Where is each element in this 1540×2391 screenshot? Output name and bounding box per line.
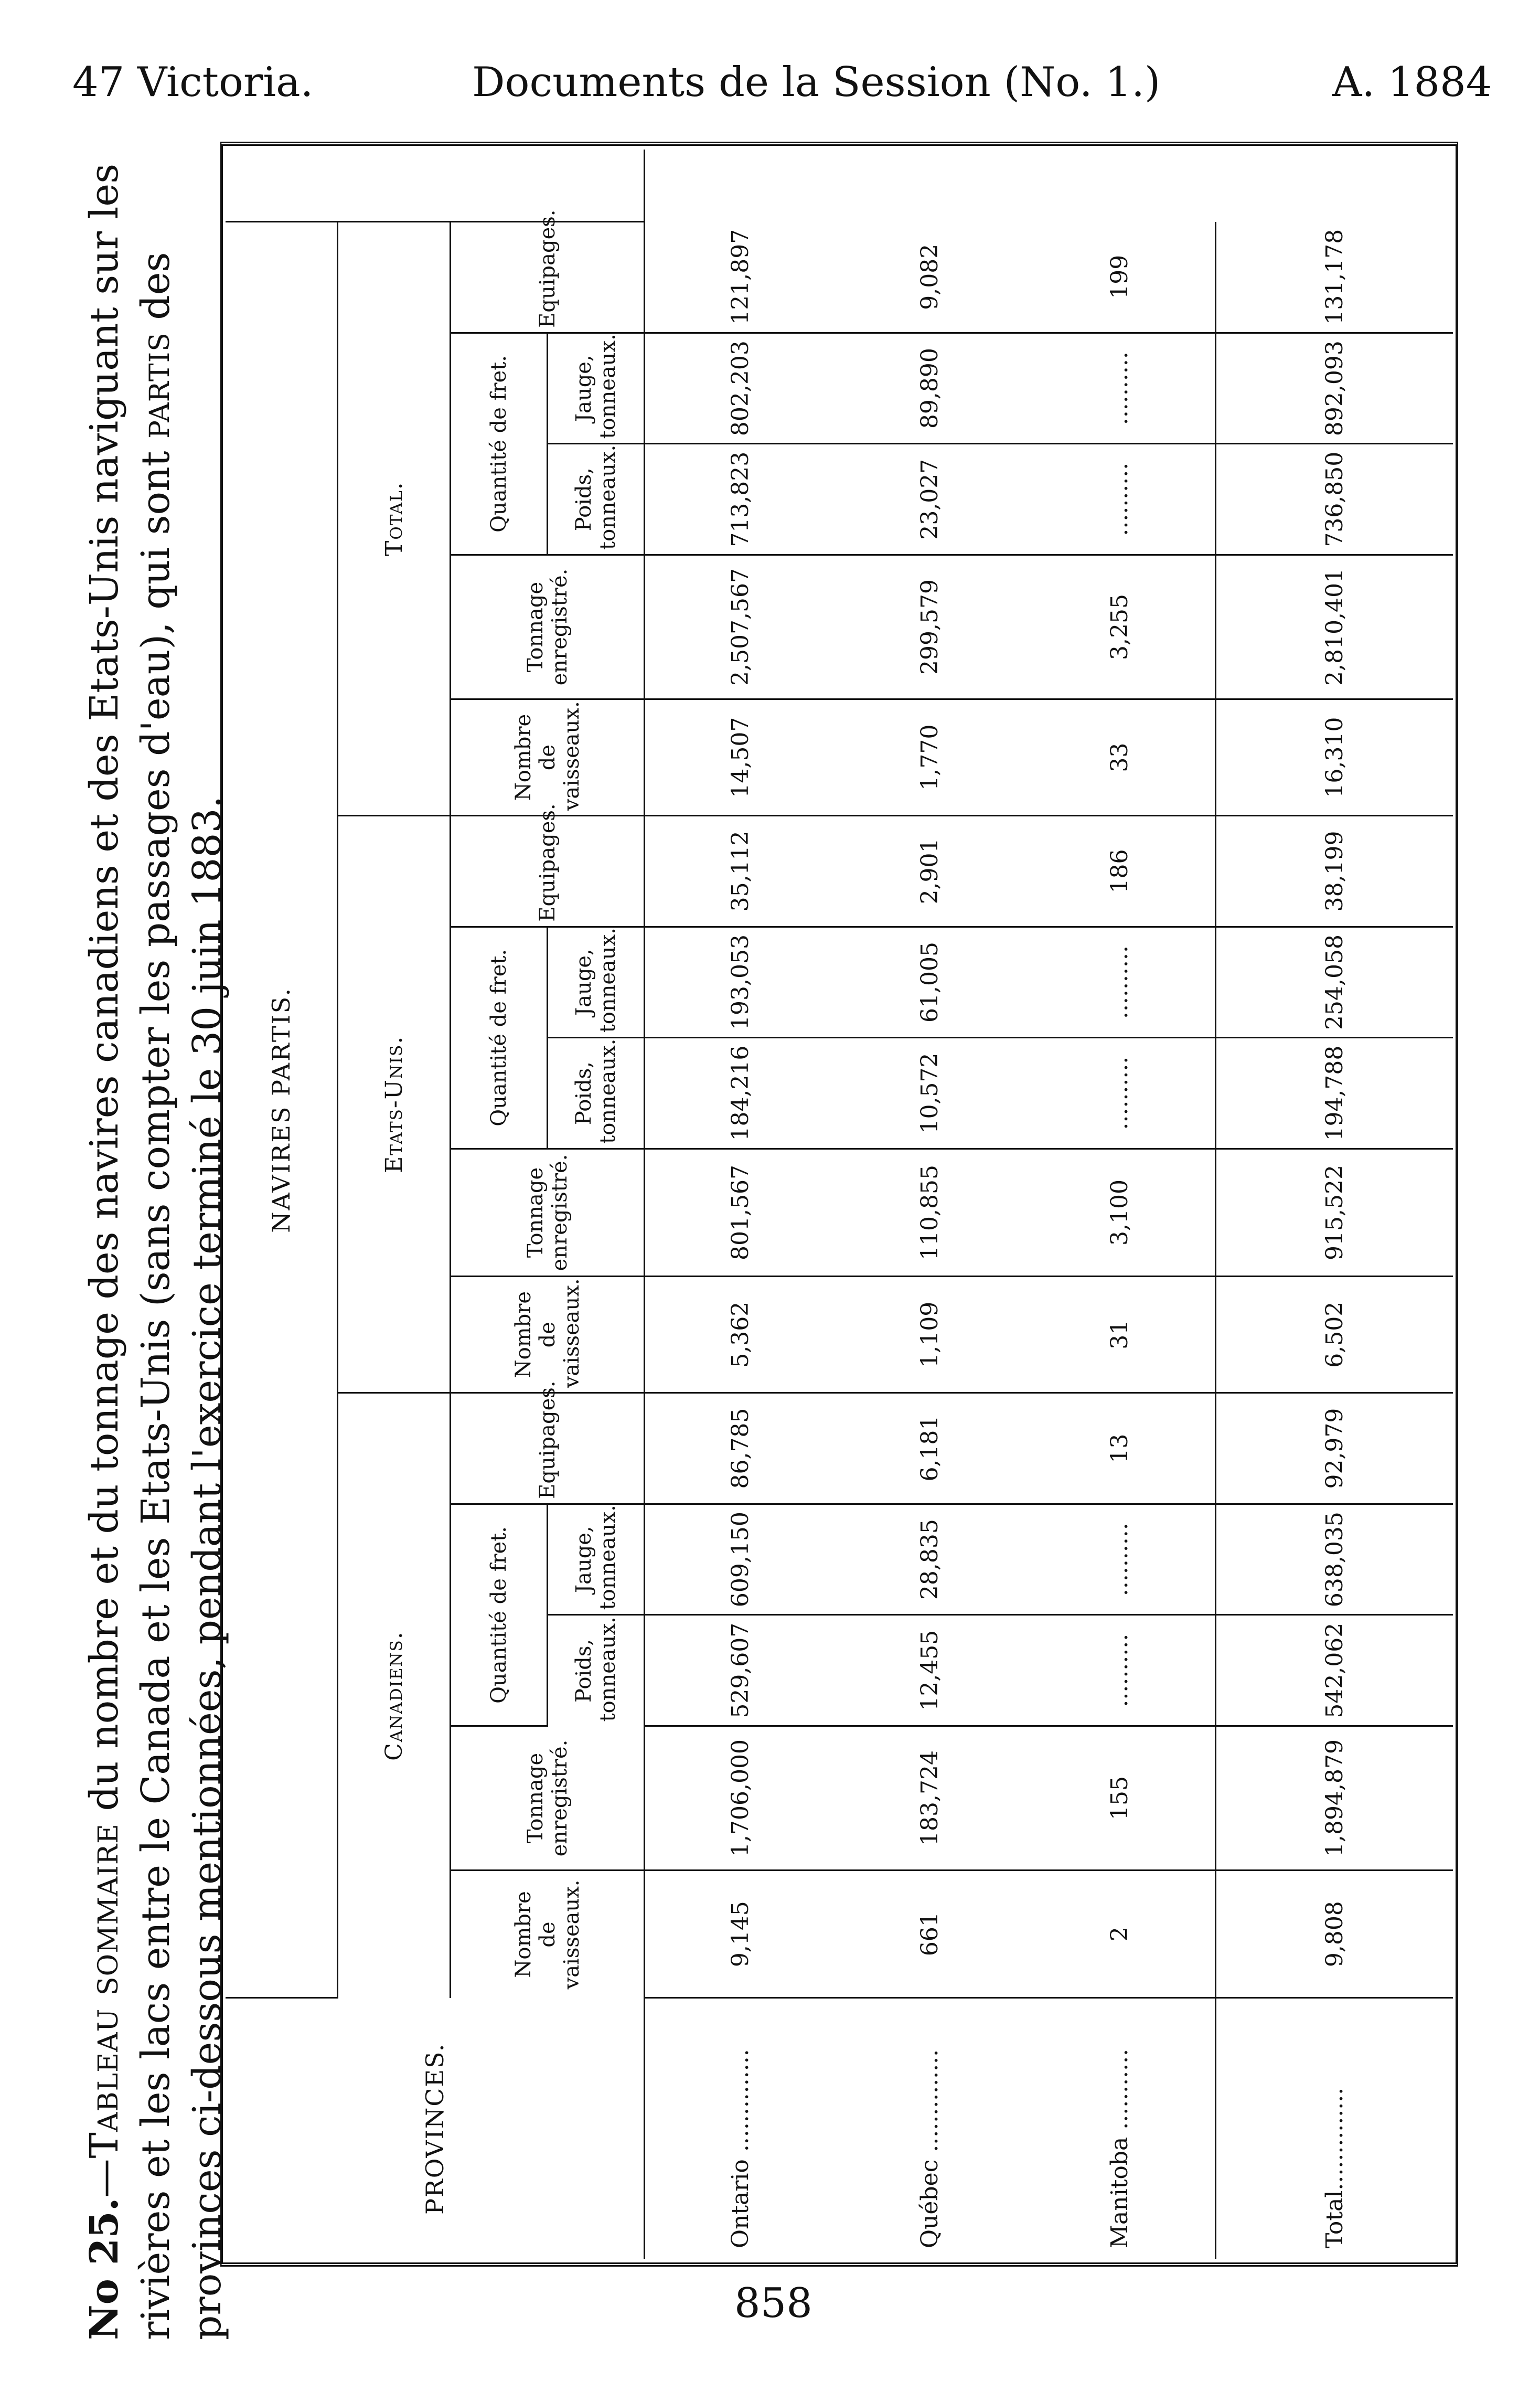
cell: 529,607 <box>645 1615 836 1726</box>
cell: .......... <box>1024 1038 1215 1149</box>
cell: 61,005 <box>836 927 1024 1038</box>
col-poids-etats-unis: Poids, tonneaux. <box>548 1038 645 1149</box>
cell: 110,855 <box>836 1149 1024 1276</box>
cell: 23,027 <box>836 444 1024 555</box>
header-year: A. 1884 <box>1332 59 1492 106</box>
cell: 193,053 <box>645 927 836 1038</box>
cell: .......... <box>1024 444 1215 555</box>
page-number: 858 <box>734 2280 812 2327</box>
cell: 609,150 <box>645 1504 836 1615</box>
col-quantite-etats-unis: Quantité de fret. <box>451 927 548 1149</box>
table-row-total <box>1215 150 1453 2259</box>
caption-number: No 25. <box>82 2197 127 2340</box>
cell: 155 <box>1024 1726 1215 1870</box>
cell: 86,785 <box>645 1393 836 1504</box>
cell: 3,255 <box>1024 555 1215 699</box>
cell: 1,770 <box>836 699 1024 816</box>
cell: 736,850 <box>1215 444 1453 555</box>
group-header-total: Total. <box>338 222 451 816</box>
cell: 199 <box>1024 222 1215 333</box>
cell: 1,706,000 <box>645 1726 836 1870</box>
col-jauge-total: Jauge, tonneaux. <box>548 333 645 444</box>
header-session-label: 47 Victoria. <box>72 59 314 106</box>
col-nombre-etats-unis: Nombre de vaisseaux. <box>451 1277 645 1393</box>
cell: 194,788 <box>1215 1038 1453 1149</box>
cell: 5,362 <box>645 1277 836 1393</box>
cell: 638,035 <box>1215 1504 1453 1615</box>
cell: 89,890 <box>836 333 1024 444</box>
cell: 2 <box>1024 1871 1215 1998</box>
cell: 2,507,567 <box>645 555 836 699</box>
caption-text: du nombre et du tonnage des navires canadiens et des Etats-Unis naviguant sur les rivières et les lacs entre le Canada et les Etats-Unis (sans compter les passages d'eau), qui sont <box>82 163 178 2340</box>
total-label: Total.............. <box>1215 1998 1453 2259</box>
cell: 299,579 <box>836 555 1024 699</box>
blank-column <box>226 150 645 222</box>
province-name: Ontario .............. <box>726 2049 754 2248</box>
cell: 13 <box>1024 1393 1215 1504</box>
group-header-etats-unis: Etats-Unis. <box>338 816 451 1393</box>
cell: 661 <box>836 1871 1024 1998</box>
cell: 915,522 <box>1215 1149 1453 1276</box>
province-name: Manitoba ........... <box>1106 2048 1133 2248</box>
col-jauge-canadiens: Jauge, tonneaux. <box>548 1504 645 1615</box>
col-tonnage-canadiens: Tonnage enregistré. <box>451 1726 645 1870</box>
province-name: Québec .............. <box>916 2049 944 2248</box>
col-jauge-etats-unis: Jauge, tonneaux. <box>548 927 645 1038</box>
col-poids-total: Poids, tonneaux. <box>548 444 645 555</box>
shipping-summary-table <box>226 150 1453 2259</box>
table-row-manitoba <box>1024 150 1215 2259</box>
cell: 38,199 <box>1215 816 1453 927</box>
cell: 31 <box>1024 1277 1215 1393</box>
cell: 28,835 <box>836 1504 1024 1615</box>
col-equipages-canadiens: Equipages. <box>451 1393 645 1504</box>
col-poids-canadiens: Poids, tonneaux. <box>548 1615 645 1726</box>
cell: 10,572 <box>836 1038 1024 1149</box>
cell: 183,724 <box>836 1726 1024 1870</box>
provinces-header: PROVINCES. <box>226 1998 645 2259</box>
col-quantite-canadiens: Quantité de fret. <box>451 1504 548 1726</box>
cell: 2,810,401 <box>1215 555 1453 699</box>
cell: 33 <box>1024 699 1215 816</box>
cell: 801,567 <box>645 1149 836 1276</box>
cell: 3,100 <box>1024 1149 1215 1276</box>
cell: 9,808 <box>1215 1871 1453 1998</box>
cell: .......... <box>1024 1504 1215 1615</box>
cell: 254,058 <box>1215 927 1453 1038</box>
cell: 1,894,879 <box>1215 1726 1453 1870</box>
table-row-quebec <box>836 150 1024 2259</box>
cell: 35,112 <box>645 816 836 927</box>
col-tonnage-etats-unis: Tonnage enregistré. <box>451 1149 645 1276</box>
cell: 6,502 <box>1215 1277 1453 1393</box>
table-row-ontario <box>645 150 836 2259</box>
caption-text-end: des provinces ci-dessous mentionnées, pendant l'exercice terminé le 30 juin 1883. <box>133 252 230 2340</box>
cell: 121,897 <box>645 222 836 333</box>
col-quantite-total: Quantité de fret. <box>451 333 548 555</box>
group-header-canadiens: Canadiens. <box>338 1393 451 1998</box>
cell: 16,310 <box>1215 699 1453 816</box>
cell: 1,109 <box>836 1277 1024 1393</box>
cell: 802,203 <box>645 333 836 444</box>
col-tonnage-total: Tonnage enregistré. <box>451 555 645 699</box>
cell: 184,216 <box>645 1038 836 1149</box>
cell: 14,507 <box>645 699 836 816</box>
caption-partis: partis <box>133 332 178 439</box>
col-nombre-canadiens: Nombre de vaisseaux. <box>451 1871 645 1998</box>
caption-title: —Tableau sommaire <box>82 1823 127 2198</box>
cell: .......... <box>1024 927 1215 1038</box>
cell: 92,979 <box>1215 1393 1453 1504</box>
cell: 9,145 <box>645 1871 836 1998</box>
cell: 12,455 <box>836 1615 1024 1726</box>
cell: 713,823 <box>645 444 836 555</box>
table-rotated-container <box>226 150 1453 2259</box>
cell: 542,062 <box>1215 1615 1453 1726</box>
col-nombre-total: Nombre de vaisseaux. <box>451 699 645 816</box>
cell: 9,082 <box>836 222 1024 333</box>
col-equipages-total: Equipages. <box>451 222 645 333</box>
cell: 6,181 <box>836 1393 1024 1504</box>
cell: 2,901 <box>836 816 1024 927</box>
cell: 186 <box>1024 816 1215 927</box>
cell: 131,178 <box>1215 222 1453 333</box>
navires-partis-header: NAVIRES PARTIS. <box>226 222 338 1998</box>
col-equipages-etats-unis: Equipages. <box>451 816 645 927</box>
header-document-title: Documents de la Session (No. 1.) <box>472 59 1161 106</box>
cell: 892,093 <box>1215 333 1453 444</box>
table-caption <box>79 157 233 2340</box>
cell: .......... <box>1024 1615 1215 1726</box>
cell: .......... <box>1024 333 1215 444</box>
